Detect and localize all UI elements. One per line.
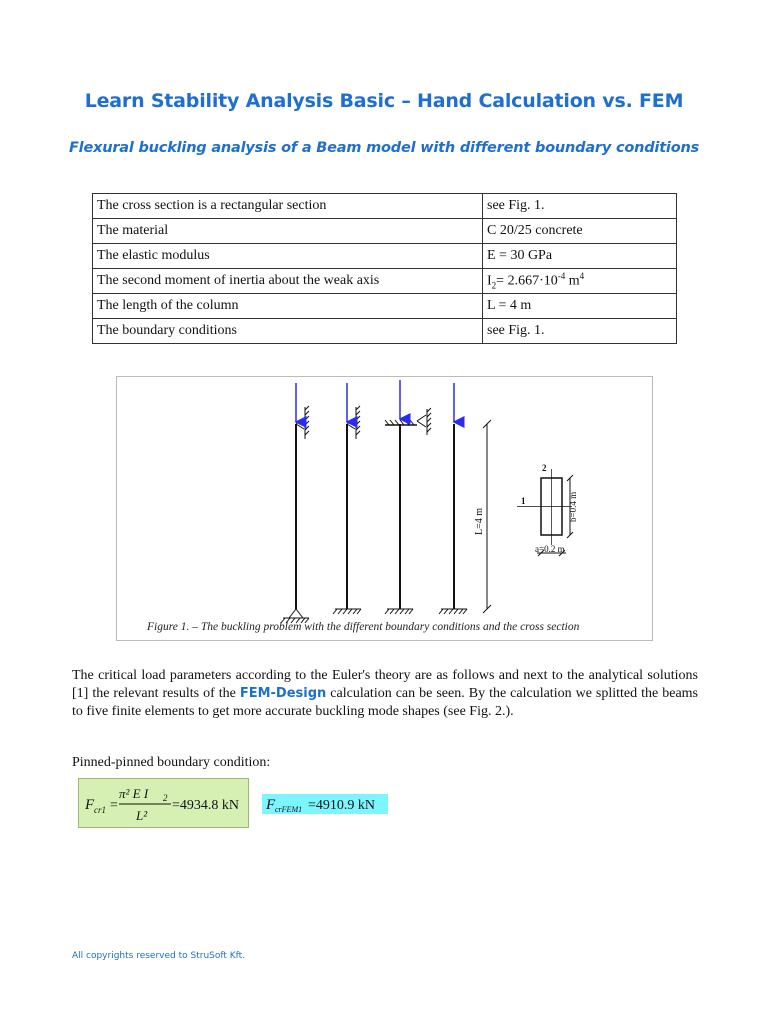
table-cell-label: The length of the column [93,294,483,319]
table-cell-value: see Fig. 1. [483,194,677,219]
para-text-1: The critical load parameters according to the Euler's theory are as follows and next to the analytical solutions [1] the relevant results of the [72,668,698,701]
table-cell-label: The material [93,219,483,244]
para-text-2: calculation can be seen. By the calculation we splitted the beams to five finite elements to get more accurate buckling mode shapes (see Fig. 2.). [72,686,698,719]
b-dimension-label: b=0.4 m [568,491,578,522]
eq-equals: = [110,798,118,813]
inertia-subscript: 2 [491,280,497,291]
fem-result: =4910.9 kN [308,798,376,813]
page-subtitle: Flexural buckling analysis of a Beam model with different boundary conditions [68,140,700,156]
hand-equation-render [79,779,248,827]
table-cell-value: E = 30 GPa [483,244,677,269]
inertia-unit-exponent: 4 [579,271,585,282]
fem-design-link[interactable]: FEM-Design [239,686,327,701]
axis-2-label: 2 [542,463,547,473]
a-dimension-label: a=0.2 m [535,544,565,554]
inertia-value: = 2.667·10 [496,273,558,289]
table-row [93,219,677,244]
eq-result: =4934.8 kN [172,798,240,813]
table-cell-value: L = 4 m [483,294,677,319]
column-fixed-fixed [385,408,431,614]
cross-section [517,469,573,556]
table-cell-value: C 20/25 concrete [483,219,677,244]
column-fixed-pinned [333,406,361,614]
fem-F-sub: crFEM1 [275,805,303,814]
table-cell-label: The second moment of inertia about the weak axis [93,269,483,294]
column-fixed-free [439,424,467,614]
column-pinned-pinned [281,406,309,623]
table-row [93,194,677,219]
footer-copyright: All copyrights reserved to StruSoft Kft. [72,951,246,961]
inertia-unit: m [565,273,580,289]
eq-denominator: L² [136,808,148,823]
eq-F-sub: cr1 [94,805,106,815]
page-title: Learn Stability Analysis Basic – Hand Calculation vs. FEM [84,90,684,112]
table-cell-label: The cross section is a rectangular section [93,194,483,219]
fem-equation-render [262,794,388,814]
table-row [93,319,677,344]
inertia-symbol: I [487,273,492,289]
table-cell-label: The boundary conditions [93,319,483,344]
properties-table [92,193,677,344]
hand-calculation-equation [78,778,249,828]
case-label: Pinned-pinned boundary condition: [72,755,271,770]
table-cell-value [483,269,677,294]
figure-1 [116,376,653,641]
table-row [93,244,677,269]
table-cell-value: see Fig. 1. [483,319,677,344]
fem-result-equation [262,794,388,814]
body-paragraph [72,667,698,721]
buckling-diagram [117,377,652,640]
table-row [93,269,677,294]
table-cell-label: The elastic modulus [93,244,483,269]
eq-numerator-sub: 2 [163,793,168,803]
figure-caption: Figure 1. – The buckling problem with the different boundary conditions and the cross section [147,621,580,633]
axis-1-label: 1 [521,496,526,506]
eq-numerator: π² E I [119,786,149,801]
eq-F: F [85,797,95,813]
fem-F: F [266,797,276,813]
length-label: L=4 m [474,507,485,535]
inertia-exponent: -4 [557,271,566,282]
table-row [93,294,677,319]
